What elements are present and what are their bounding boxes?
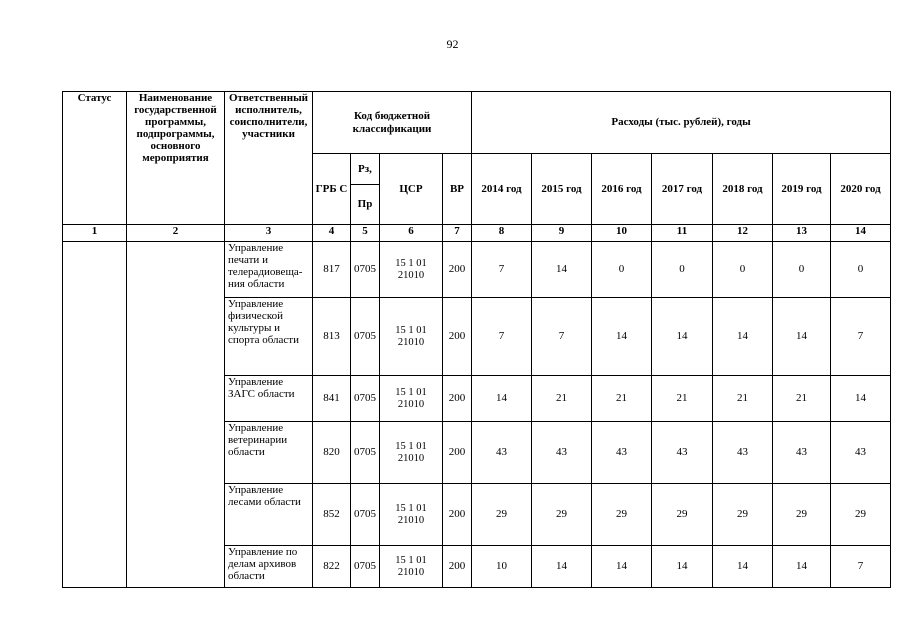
- column-number: 5: [351, 225, 380, 242]
- value-2020: 7: [831, 546, 891, 588]
- header-expenses: Расходы (тыс. рублей), годы: [472, 92, 891, 154]
- header-year-2015: 2015 год: [532, 154, 592, 225]
- header-year-2018: 2018 год: [713, 154, 773, 225]
- column-number: 8: [472, 225, 532, 242]
- value-2014: 14: [472, 376, 532, 422]
- value-2017: 21: [652, 376, 713, 422]
- value-2017: 29: [652, 484, 713, 546]
- value-2014: 43: [472, 422, 532, 484]
- value-2019: 21: [773, 376, 831, 422]
- executor-cell: Управление ЗАГС области: [225, 376, 313, 422]
- column-number: 4: [313, 225, 351, 242]
- value-2019: 14: [773, 546, 831, 588]
- value-2020: 7: [831, 298, 891, 376]
- grbs-cell: 822: [313, 546, 351, 588]
- column-number: 7: [443, 225, 472, 242]
- column-number: 12: [713, 225, 773, 242]
- value-2016: 21: [592, 376, 652, 422]
- value-2018: 14: [713, 298, 773, 376]
- value-2015: 21: [532, 376, 592, 422]
- column-number: 1: [63, 225, 127, 242]
- value-2019: 0: [773, 242, 831, 298]
- vr-cell: 200: [443, 422, 472, 484]
- header-pr: Пр: [351, 185, 380, 225]
- header-vr: ВР: [443, 154, 472, 225]
- value-2014: 7: [472, 242, 532, 298]
- header-year-2016: 2016 год: [592, 154, 652, 225]
- value-2016: 29: [592, 484, 652, 546]
- rzpr-cell: 0705: [351, 242, 380, 298]
- column-number: 2: [127, 225, 225, 242]
- executor-cell: Управление лесами области: [225, 484, 313, 546]
- program-name-cell: [127, 242, 225, 588]
- column-number: 3: [225, 225, 313, 242]
- header-year-2019: 2019 год: [773, 154, 831, 225]
- value-2020: 29: [831, 484, 891, 546]
- csr-cell: 15 1 01 21010: [380, 484, 443, 546]
- header-year-2017: 2017 год: [652, 154, 713, 225]
- column-number: 13: [773, 225, 831, 242]
- value-2017: 0: [652, 242, 713, 298]
- value-2015: 29: [532, 484, 592, 546]
- grbs-cell: 817: [313, 242, 351, 298]
- column-number: 11: [652, 225, 713, 242]
- header-year-2014: 2014 год: [472, 154, 532, 225]
- value-2019: 43: [773, 422, 831, 484]
- header-status: Статус: [63, 92, 127, 225]
- table-body: [63, 242, 891, 588]
- grbs-cell: 820: [313, 422, 351, 484]
- grbs-cell: 813: [313, 298, 351, 376]
- value-2020: 43: [831, 422, 891, 484]
- header-budget-code: Код бюджетной классификации: [313, 92, 472, 154]
- csr-cell: 15 1 01 21010: [380, 242, 443, 298]
- value-2019: 29: [773, 484, 831, 546]
- column-number: 14: [831, 225, 891, 242]
- vr-cell: 200: [443, 242, 472, 298]
- value-2020: 0: [831, 242, 891, 298]
- table-row: [63, 242, 891, 298]
- status-cell: [63, 242, 127, 588]
- header-year-2020: 2020 год: [831, 154, 891, 225]
- rzpr-cell: 0705: [351, 546, 380, 588]
- rzpr-cell: 0705: [351, 484, 380, 546]
- page-number: 92: [446, 37, 459, 51]
- header-rz: Рз,: [351, 154, 380, 185]
- table-header: [63, 92, 891, 242]
- grbs-cell: 841: [313, 376, 351, 422]
- value-2020: 14: [831, 376, 891, 422]
- vr-cell: 200: [443, 484, 472, 546]
- value-2014: 10: [472, 546, 532, 588]
- executor-cell: Управление печати и телерадиовеща-ния области: [225, 242, 313, 298]
- value-2015: 43: [532, 422, 592, 484]
- value-2018: 21: [713, 376, 773, 422]
- csr-cell: 15 1 01 21010: [380, 298, 443, 376]
- column-numbers-row: [63, 225, 891, 242]
- value-2018: 43: [713, 422, 773, 484]
- value-2015: 14: [532, 546, 592, 588]
- csr-cell: 15 1 01 21010: [380, 422, 443, 484]
- value-2019: 14: [773, 298, 831, 376]
- value-2016: 0: [592, 242, 652, 298]
- grbs-cell: 852: [313, 484, 351, 546]
- vr-cell: 200: [443, 546, 472, 588]
- value-2016: 43: [592, 422, 652, 484]
- value-2017: 43: [652, 422, 713, 484]
- value-2017: 14: [652, 546, 713, 588]
- rzpr-cell: 0705: [351, 298, 380, 376]
- rzpr-cell: 0705: [351, 422, 380, 484]
- budget-table: [62, 91, 891, 588]
- header-executor: Ответственный исполнитель, соисполнители, участники: [225, 92, 313, 225]
- value-2015: 14: [532, 242, 592, 298]
- executor-cell: Управление ветеринарии области: [225, 422, 313, 484]
- header-csr: ЦСР: [380, 154, 443, 225]
- csr-cell: 15 1 01 21010: [380, 376, 443, 422]
- header-program-name: Наименование государственной программы, подпрограммы, основного мероприятия: [127, 92, 225, 225]
- csr-cell: 15 1 01 21010: [380, 546, 443, 588]
- rzpr-cell: 0705: [351, 376, 380, 422]
- vr-cell: 200: [443, 376, 472, 422]
- value-2015: 7: [532, 298, 592, 376]
- column-number: 10: [592, 225, 652, 242]
- value-2018: 29: [713, 484, 773, 546]
- vr-cell: 200: [443, 298, 472, 376]
- value-2016: 14: [592, 298, 652, 376]
- column-number: 6: [380, 225, 443, 242]
- executor-cell: Управление по делам архивов области: [225, 546, 313, 588]
- executor-cell: Управление физической культуры и спорта области: [225, 298, 313, 376]
- value-2014: 29: [472, 484, 532, 546]
- header-grbs: ГРБ С: [313, 154, 351, 225]
- value-2016: 14: [592, 546, 652, 588]
- column-number: 9: [532, 225, 592, 242]
- value-2018: 0: [713, 242, 773, 298]
- value-2014: 7: [472, 298, 532, 376]
- value-2018: 14: [713, 546, 773, 588]
- value-2017: 14: [652, 298, 713, 376]
